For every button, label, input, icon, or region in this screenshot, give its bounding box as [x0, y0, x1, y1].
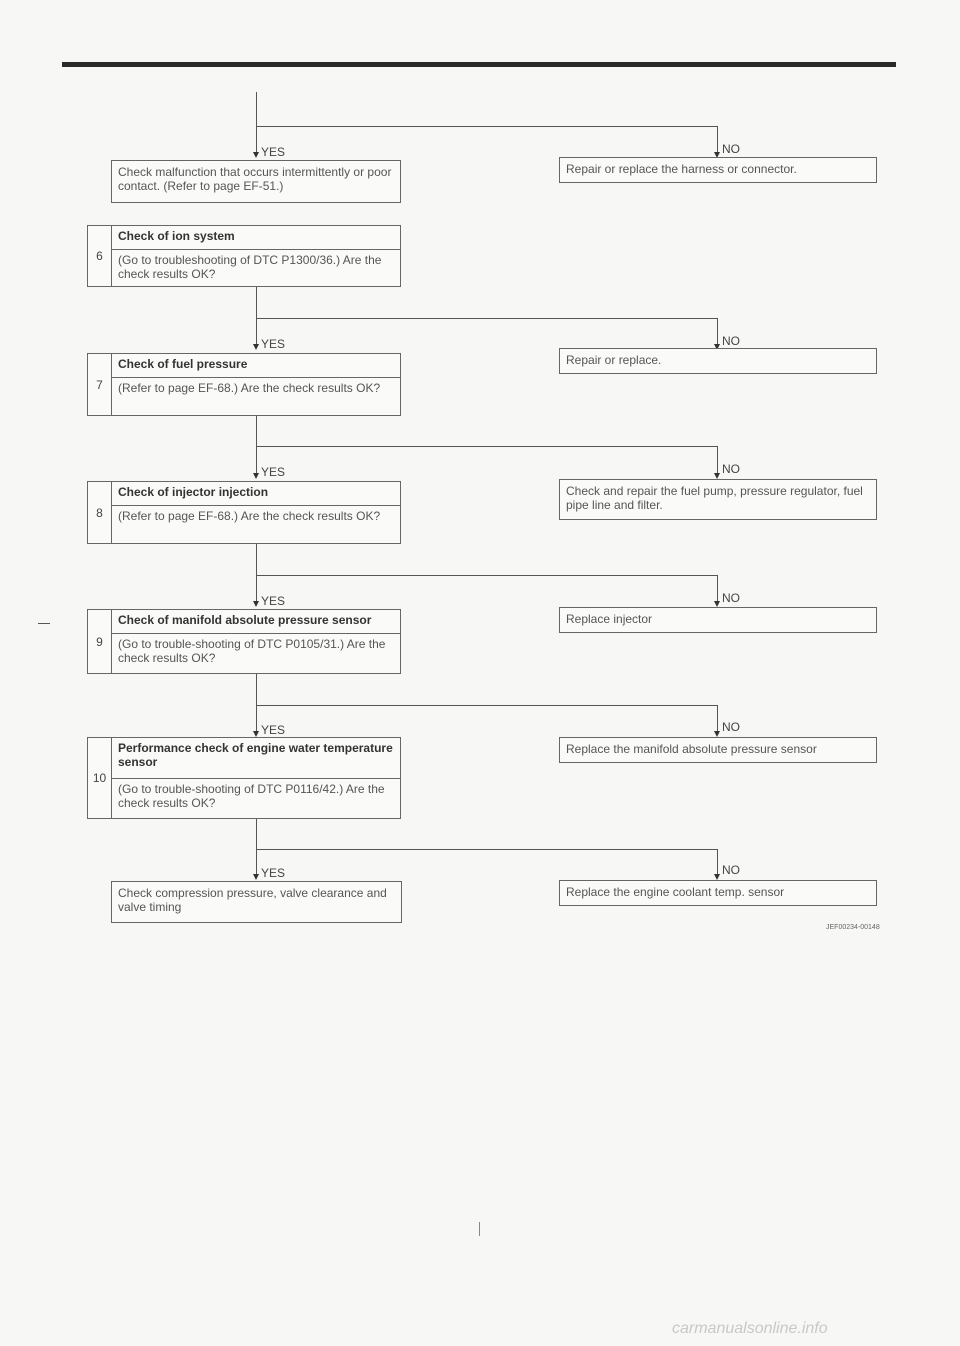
- flow-line: [717, 318, 718, 344]
- yes-label: YES: [261, 866, 286, 880]
- no-label: NO: [722, 334, 740, 348]
- no-action-text: Repair or replace.: [566, 353, 662, 367]
- no-action-text: Check and repair the fuel pump, pressure regulator, fuel pipe line and filter.: [566, 484, 863, 512]
- step-7-box: [87, 353, 401, 416]
- flow-line: [256, 446, 257, 473]
- flow-line: [717, 575, 718, 601]
- flow-line: [256, 416, 257, 446]
- step-10-box: [87, 737, 401, 819]
- no-action-box: [559, 607, 877, 633]
- step-6-box: [87, 225, 401, 287]
- flow-line: [256, 544, 257, 575]
- no-action-text: Replace injector: [566, 612, 653, 626]
- no-action-text: Replace the manifold absolute pressure sensor: [566, 742, 817, 756]
- flow-line: [256, 126, 257, 152]
- yes-label: YES: [261, 594, 286, 608]
- flow-line: [256, 819, 257, 849]
- flow-line: [717, 126, 718, 152]
- no-label: NO: [722, 142, 740, 156]
- branch-line: [256, 446, 717, 447]
- step-body: (Go to trouble-shooting of DTC P0105/31.) Are the check results OK?: [118, 637, 386, 665]
- branch-line: [256, 126, 717, 127]
- step-number: 6: [88, 226, 112, 286]
- arrow-icon: [253, 601, 259, 607]
- step-8-box: [87, 481, 401, 544]
- flow-line: [256, 92, 257, 126]
- step-9-box: [87, 609, 401, 674]
- flow-line: [256, 287, 257, 318]
- step-title: Performance check of engine water temperature sensor: [112, 738, 400, 779]
- no-label: NO: [722, 462, 740, 476]
- yes-label: YES: [261, 723, 286, 737]
- flow-line: [256, 705, 257, 731]
- margin-mark: [38, 623, 50, 624]
- no-action-box: [559, 479, 877, 520]
- no-label: NO: [722, 591, 740, 605]
- no-label: NO: [722, 720, 740, 734]
- branch-line: [256, 705, 717, 706]
- step-body: (Refer to page EF-68.) Are the check results OK?: [118, 509, 381, 523]
- flow-line: [256, 674, 257, 705]
- yes-label: YES: [261, 145, 286, 159]
- header-rule: [62, 62, 896, 67]
- step-number: 7: [88, 354, 112, 415]
- no-action-box: [559, 348, 877, 374]
- branch-line: [256, 849, 717, 850]
- no-action-box: [559, 737, 877, 763]
- step-body: (Go to trouble-shooting of DTC P0116/42.) Are the check results OK?: [118, 782, 385, 810]
- flow-line: [256, 849, 257, 874]
- no-action-box: [559, 157, 877, 183]
- page-mark: [479, 1222, 480, 1236]
- step-title: Check of fuel pressure: [112, 354, 400, 378]
- final-check-text: Check compression pressure, valve clearance and valve timing: [118, 886, 387, 914]
- flow-line: [717, 446, 718, 473]
- step-body: (Refer to page EF-68.) Are the check results OK?: [118, 381, 381, 395]
- step-title: Check of ion system: [112, 226, 400, 250]
- step-title: Check of injector injection: [112, 482, 400, 506]
- final-check-box: [111, 881, 402, 923]
- arrow-icon: [253, 473, 259, 479]
- arrow-icon: [253, 152, 259, 158]
- flow-line: [717, 705, 718, 731]
- step-title: Check of manifold absolute pressure sensor: [112, 610, 400, 634]
- no-action-text: Replace the engine coolant temp. sensor: [566, 885, 785, 899]
- intermittent-check-text: Check malfunction that occurs intermittently or poor contact. (Refer to page EF-51.): [118, 165, 392, 193]
- branch-line: [256, 575, 717, 576]
- yes-label: YES: [261, 465, 286, 479]
- arrow-icon: [253, 344, 259, 350]
- no-action-text: Repair or replace the harness or connector.: [566, 162, 797, 176]
- intermittent-check-box: [111, 160, 401, 203]
- arrow-icon: [253, 874, 259, 880]
- no-action-box: [559, 880, 877, 906]
- step-body: (Go to troubleshooting of DTC P1300/36.) Are the check results OK?: [118, 253, 382, 281]
- watermark: carmanualsonline.info: [672, 1320, 828, 1337]
- flow-line: [256, 575, 257, 601]
- flow-line: [717, 849, 718, 874]
- step-number: 8: [88, 482, 112, 543]
- figure-reference: JEF00234-00148: [826, 924, 880, 931]
- yes-label: YES: [261, 337, 286, 351]
- branch-line: [256, 318, 717, 319]
- flow-line: [256, 318, 257, 344]
- step-number: 10: [88, 738, 112, 818]
- no-label: NO: [722, 863, 740, 877]
- step-number: 9: [88, 610, 112, 673]
